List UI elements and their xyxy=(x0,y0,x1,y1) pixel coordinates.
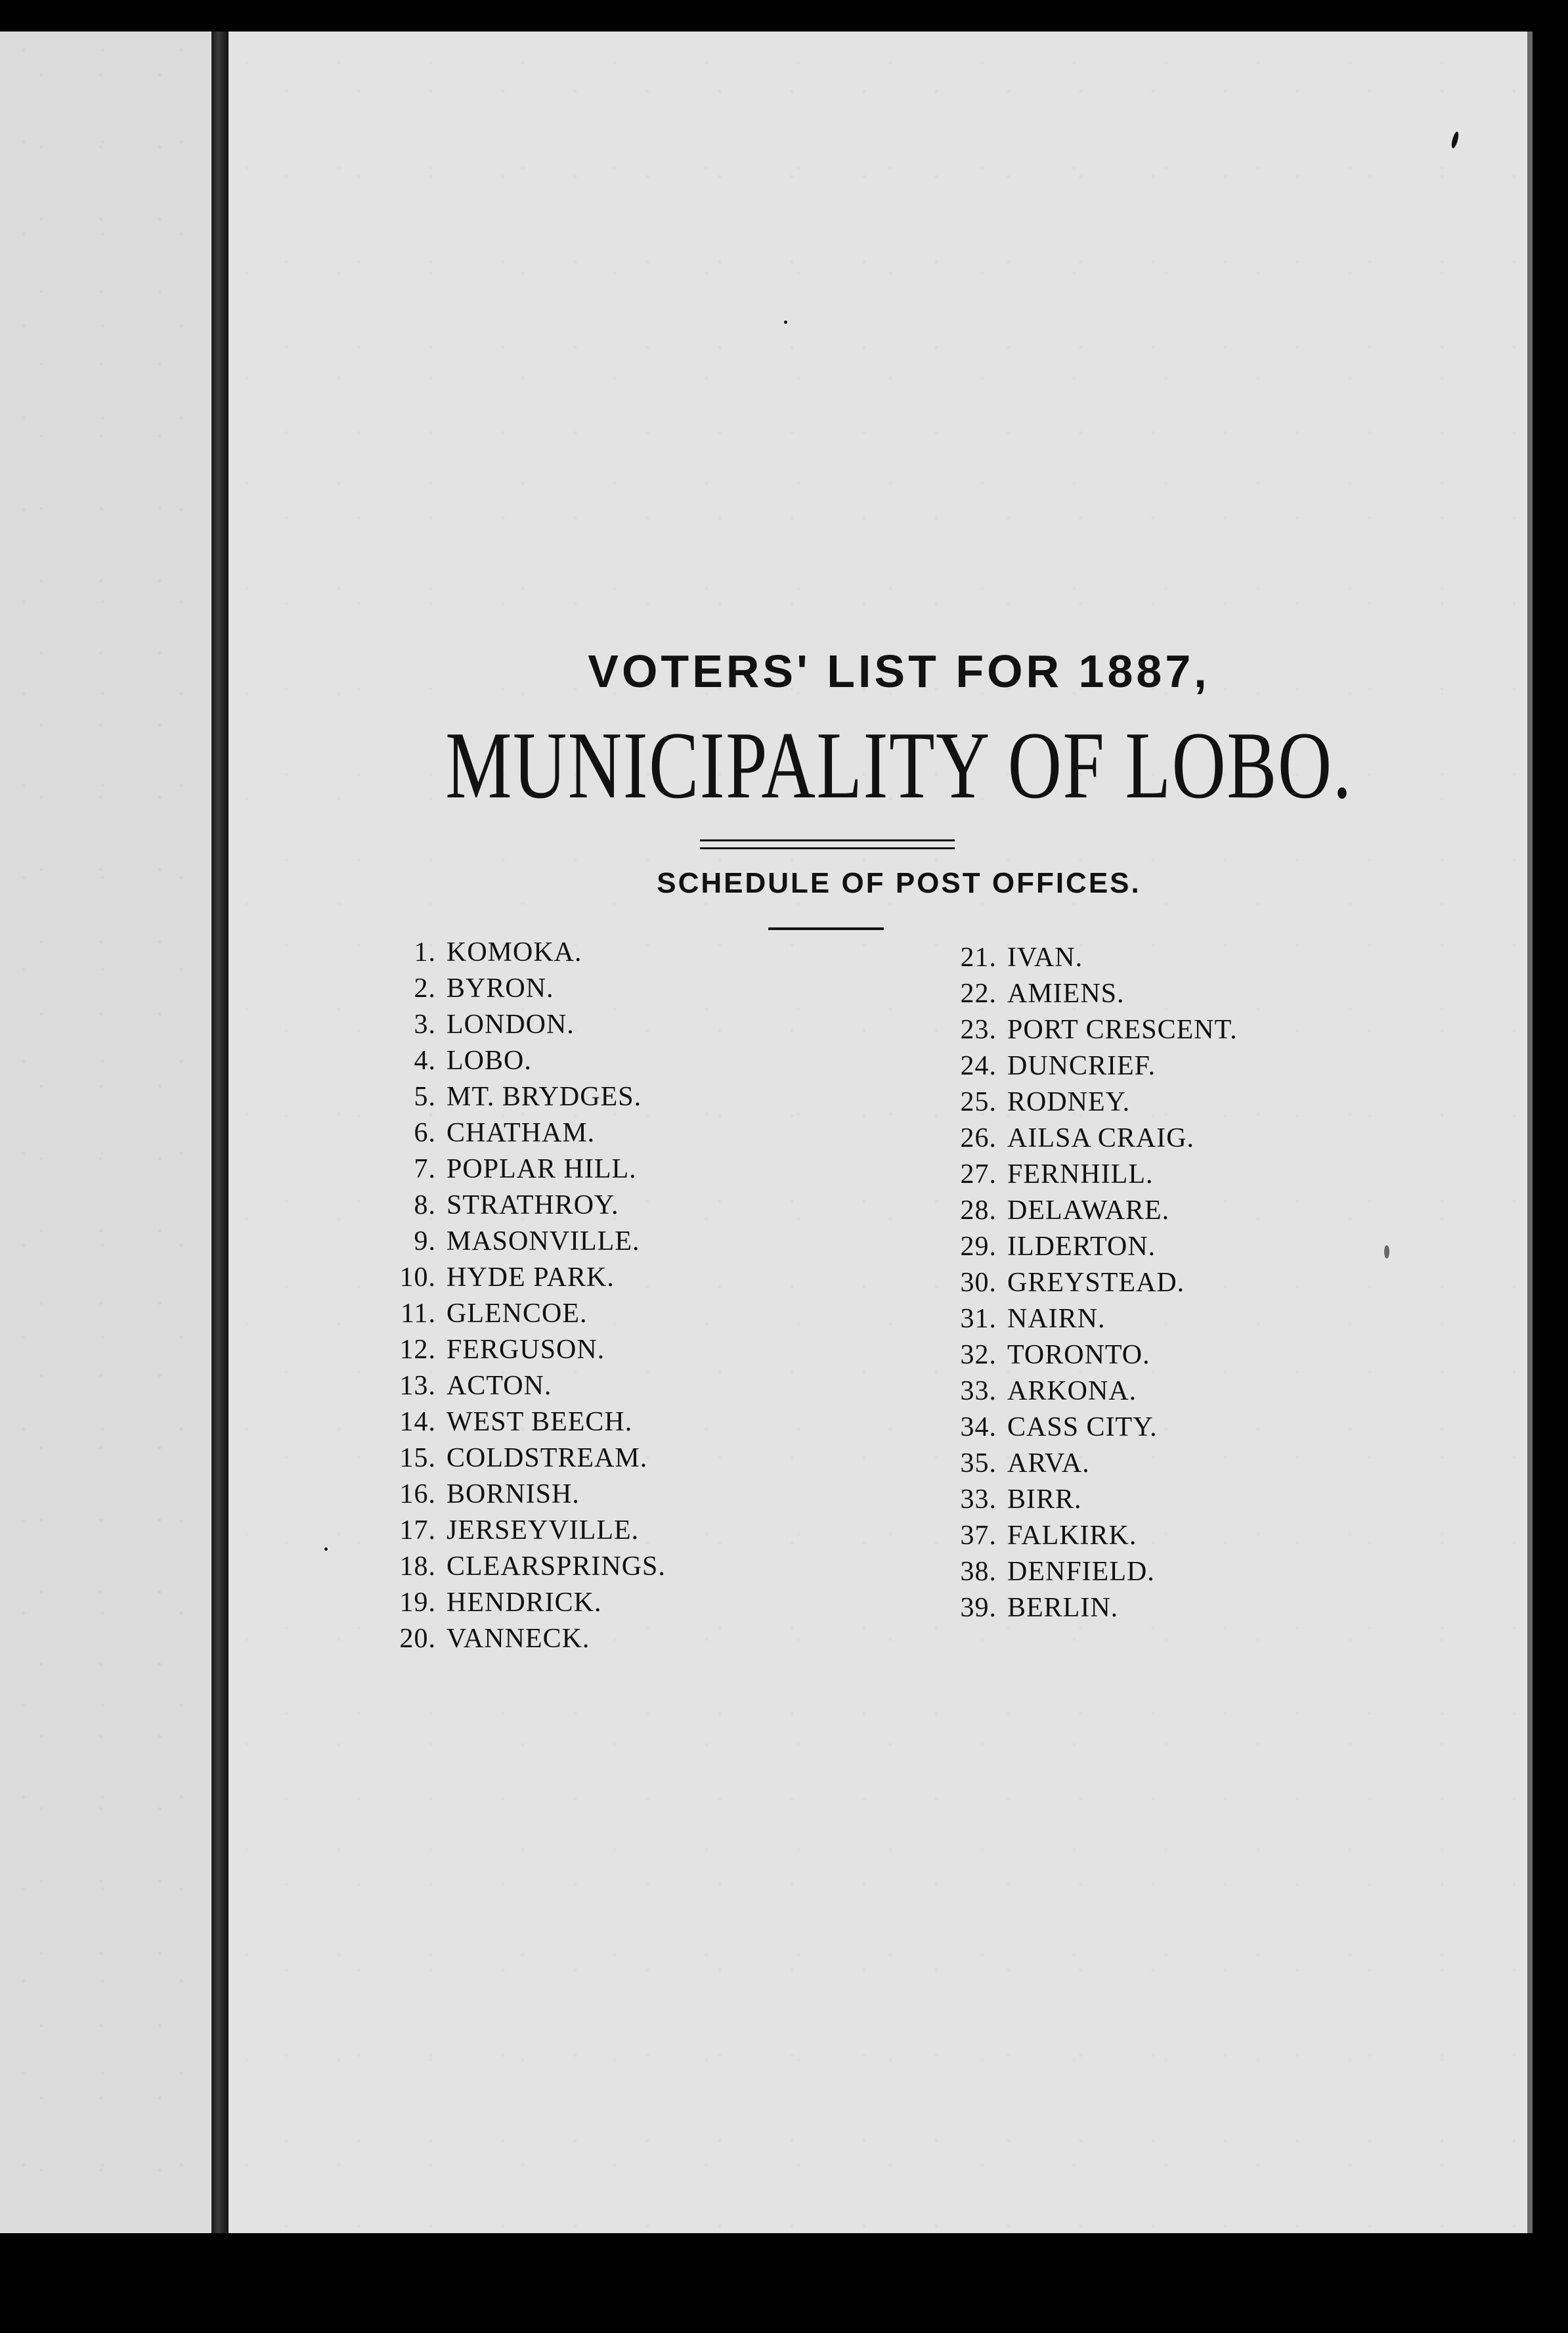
post-office-name: KOMOKA. xyxy=(446,937,582,967)
post-office-name: MASONVILLE. xyxy=(446,1226,640,1256)
post-office-name: DUNCRIEF. xyxy=(1007,1050,1156,1081)
post-office-number: 27. xyxy=(960,1159,997,1189)
post-office-name: RODNEY. xyxy=(1007,1086,1131,1117)
post-office-name: ILDERTON. xyxy=(1007,1231,1156,1262)
post-office-name: BYRON. xyxy=(446,973,554,1004)
post-office-name: ARVA. xyxy=(1007,1448,1090,1478)
post-office-name: FERNHILL. xyxy=(1007,1159,1154,1189)
post-office-name: BIRR. xyxy=(1007,1484,1082,1515)
post-office-entry xyxy=(928,1409,1238,1445)
municipality-heading: MUNICIPALITY OF LOBO. xyxy=(445,712,1353,818)
post-office-number: 3. xyxy=(414,1009,436,1040)
post-office-name: BORNISH. xyxy=(446,1478,580,1509)
post-office-number: 37. xyxy=(960,1520,997,1551)
post-office-number: 30. xyxy=(960,1267,997,1298)
post-office-name: IVAN. xyxy=(1007,942,1083,973)
post-office-entry xyxy=(368,1620,666,1656)
post-office-number: 25. xyxy=(960,1086,997,1117)
post-office-name: FERGUSON. xyxy=(446,1334,605,1365)
post-office-name: LOBO. xyxy=(446,1045,532,1076)
post-office-entry xyxy=(928,1120,1238,1156)
post-office-entry xyxy=(368,934,666,970)
post-office-number: 24. xyxy=(960,1050,997,1081)
post-office-number: 19. xyxy=(399,1587,436,1618)
post-office-number: 9. xyxy=(414,1226,436,1256)
post-office-name: BERLIN. xyxy=(1007,1592,1119,1623)
post-office-name: CHATHAM. xyxy=(446,1117,596,1148)
post-office-number: 29. xyxy=(960,1231,997,1262)
post-office-name: POPLAR HILL. xyxy=(446,1153,637,1184)
post-office-name: GREYSTEAD. xyxy=(1007,1267,1185,1298)
post-office-entry xyxy=(368,1367,666,1404)
post-office-number: 10. xyxy=(399,1262,436,1293)
book-gutter xyxy=(211,32,229,2233)
post-office-number: 11. xyxy=(401,1298,436,1329)
post-office-entry xyxy=(368,1404,666,1440)
schedule-heading: SCHEDULE OF POST OFFICES. xyxy=(657,867,1141,899)
post-office-name: NAIRN. xyxy=(1007,1303,1106,1334)
post-office-number: 8. xyxy=(414,1189,436,1220)
post-office-entry xyxy=(368,1476,666,1512)
post-office-list-left xyxy=(368,934,666,1656)
post-office-number: 35. xyxy=(960,1448,997,1478)
post-office-name: DELAWARE. xyxy=(1007,1195,1170,1226)
post-office-number: 31. xyxy=(960,1303,997,1334)
ink-speck xyxy=(324,1547,328,1551)
post-office-entry xyxy=(928,1192,1238,1228)
post-office-name: WEST BEECH. xyxy=(446,1406,633,1437)
post-office-name: ACTON. xyxy=(446,1370,552,1401)
post-office-entry xyxy=(928,1228,1238,1264)
post-office-number: 33. xyxy=(960,1375,997,1406)
post-office-name: GLENCOE. xyxy=(446,1298,588,1329)
bottom-scan-border xyxy=(0,2233,1568,2333)
post-office-entry xyxy=(928,1300,1238,1337)
post-office-entry xyxy=(368,1259,666,1295)
post-office-entry xyxy=(928,1337,1238,1373)
post-office-entry xyxy=(928,1517,1238,1553)
post-office-number: 6. xyxy=(414,1117,436,1148)
post-office-entry xyxy=(928,939,1238,975)
post-office-entry xyxy=(368,1440,666,1476)
post-office-entry xyxy=(368,1078,666,1115)
post-office-entry xyxy=(368,1584,666,1620)
post-office-entry xyxy=(928,1373,1238,1409)
post-office-entry xyxy=(928,975,1238,1011)
post-office-entry xyxy=(368,1223,666,1259)
facing-page xyxy=(0,32,211,2233)
post-office-number: 34. xyxy=(960,1411,997,1442)
post-office-entry xyxy=(368,1187,666,1223)
post-office-entry xyxy=(928,1084,1238,1120)
post-office-name: TORONTO. xyxy=(1007,1339,1150,1370)
post-office-entry xyxy=(928,1264,1238,1300)
post-office-number: 22. xyxy=(960,978,997,1009)
post-office-name: PORT CRESCENT. xyxy=(1007,1014,1238,1045)
post-office-name: VANNECK. xyxy=(446,1623,590,1654)
post-office-entry xyxy=(368,1512,666,1548)
post-office-number: 32. xyxy=(960,1339,997,1370)
page-edge-line xyxy=(1527,32,1533,2233)
post-office-number: 38. xyxy=(960,1556,997,1587)
right-scan-border xyxy=(1527,32,1568,2233)
post-office-number: 21. xyxy=(960,942,997,973)
post-office-name: COLDSTREAM. xyxy=(446,1442,648,1473)
double-rule-divider xyxy=(700,839,955,841)
double-rule-divider xyxy=(700,847,955,849)
post-office-number: 26. xyxy=(960,1122,997,1153)
post-office-name: JERSEYVILLE. xyxy=(446,1515,640,1545)
post-office-entry xyxy=(368,1295,666,1331)
post-office-entry xyxy=(928,1011,1238,1048)
post-office-name: HYDE PARK. xyxy=(446,1262,615,1293)
post-office-entry xyxy=(368,1151,666,1187)
document-title: VOTERS' LIST FOR 1887, xyxy=(588,646,1210,697)
post-office-number: 16. xyxy=(399,1478,436,1509)
post-office-entry xyxy=(928,1553,1238,1589)
post-office-number: 4. xyxy=(414,1045,436,1076)
post-office-entry xyxy=(928,1589,1238,1626)
post-office-entry xyxy=(368,970,666,1006)
post-office-entry xyxy=(928,1156,1238,1192)
post-office-name: AILSA CRAIG. xyxy=(1007,1122,1195,1153)
post-office-name: DENFIELD. xyxy=(1007,1556,1155,1587)
post-office-entry xyxy=(368,1115,666,1151)
post-office-entry xyxy=(928,1048,1238,1084)
post-office-number: 2. xyxy=(414,973,436,1004)
post-office-name: FALKIRK. xyxy=(1007,1520,1137,1551)
post-office-number: 39. xyxy=(960,1592,997,1623)
post-office-list-right xyxy=(928,939,1238,1626)
post-office-entry xyxy=(928,1481,1238,1517)
post-office-number: 7. xyxy=(414,1153,436,1184)
top-scan-border xyxy=(0,0,1568,32)
post-office-number: 12. xyxy=(399,1334,436,1365)
post-office-number: 1. xyxy=(414,937,436,967)
post-office-name: STRATHROY. xyxy=(446,1189,619,1220)
post-office-number: 28. xyxy=(960,1195,997,1226)
post-office-name: LONDON. xyxy=(446,1009,575,1040)
post-office-number: 17. xyxy=(399,1515,436,1545)
post-office-number: 13. xyxy=(399,1370,436,1401)
post-office-number: 20. xyxy=(399,1623,436,1654)
post-office-number: 23. xyxy=(960,1014,997,1045)
post-office-name: AMIENS. xyxy=(1007,978,1125,1009)
post-office-entry xyxy=(368,1548,666,1584)
short-rule-divider xyxy=(768,927,884,930)
post-office-number: 14. xyxy=(399,1406,436,1437)
ink-speck xyxy=(1384,1245,1389,1258)
post-office-number: 15. xyxy=(399,1442,436,1473)
post-office-name: MT. BRYDGES. xyxy=(446,1081,642,1112)
post-office-name: HENDRICK. xyxy=(446,1587,602,1618)
post-office-number: 5. xyxy=(414,1081,436,1112)
post-office-name: ARKONA. xyxy=(1007,1375,1137,1406)
ink-speck xyxy=(784,321,787,324)
post-office-entry xyxy=(368,1042,666,1078)
post-office-entry xyxy=(368,1006,666,1042)
post-office-number: 18. xyxy=(399,1551,436,1582)
post-office-number: 33. xyxy=(960,1484,997,1515)
post-office-name: CASS CITY. xyxy=(1007,1411,1158,1442)
post-office-entry xyxy=(368,1331,666,1367)
post-office-name: CLEARSPRINGS. xyxy=(446,1551,666,1582)
post-office-entry xyxy=(928,1445,1238,1481)
